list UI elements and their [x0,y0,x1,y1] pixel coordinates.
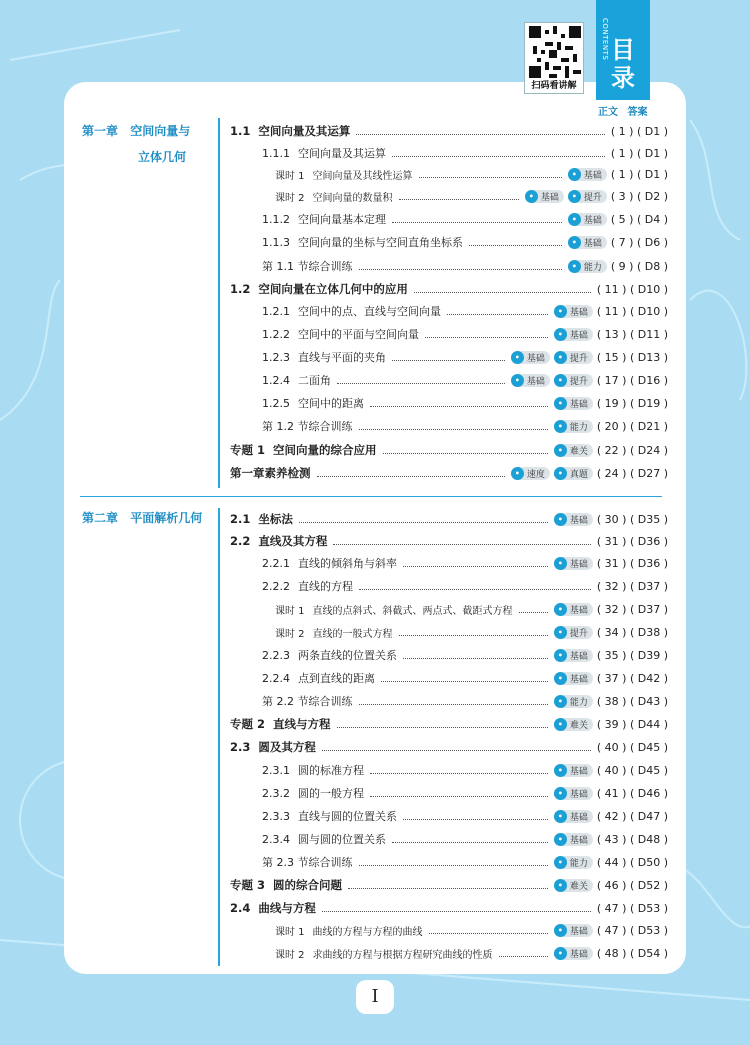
toc-row-number: 1.2.1 [262,304,290,318]
toc-row-label: 曲线与方程 [258,901,316,915]
toc-row[interactable] [230,463,668,483]
toc-row-label: 空间中的平面与空间向量 [298,328,419,341]
toc-row[interactable] [262,806,668,826]
badge-label: 基础 [583,215,602,226]
badge-label: 基础 [569,559,588,570]
chapter-2-number: 第二章 [82,511,119,525]
badge-icon: • [568,260,581,273]
page-references: ( 13 ) ( D11 ) [596,327,668,341]
toc-row-number: 1.2 [230,282,251,296]
level-badge [554,718,593,731]
level-badge [554,626,593,639]
badge-icon: • [568,236,581,249]
chapter-1-divider [218,118,220,488]
toc-row[interactable] [262,852,668,872]
page-references: ( 7 ) ( D6 ) [610,235,668,249]
toc-row-label: 第 1.1 节综合训练 [262,260,353,273]
column-header-main: 正文 [598,107,618,118]
badge-icon: • [554,649,567,662]
dot-leader [359,865,548,866]
tab-title: 目录 [611,35,635,92]
badge-icon: • [554,672,567,685]
toc-row[interactable] [262,668,668,688]
badge-label: 基础 [569,515,588,526]
badge-icon: • [554,444,567,457]
chapter-1-number: 第一章 [82,124,119,138]
toc-row[interactable] [230,121,668,141]
toc-row-number: 2.2.3 [262,648,290,662]
dot-leader [299,522,548,523]
level-badge [568,190,607,203]
toc-row-label: 圆的标准方程 [298,764,364,777]
page-references: ( 19 ) ( D19 ) [596,396,668,410]
level-badge [554,672,593,685]
toc-row[interactable] [262,232,668,252]
toc-row[interactable] [230,714,668,734]
column-headers [598,103,653,118]
badge-icon: • [554,328,567,341]
page-number: I [356,980,394,1014]
chapter-1-title [82,118,190,170]
page-references: ( 34 ) ( D38 ) [596,625,668,639]
toc-row[interactable] [262,370,668,390]
dot-leader [333,544,591,545]
page-references: ( 40 ) ( D45 ) [596,740,668,754]
toc-row-label: 空间向量及其线性运算 [312,170,413,182]
toc-row[interactable] [262,143,668,163]
toc-row-number: 2.2.1 [262,556,290,570]
page-references: ( 17 ) ( D16 ) [596,373,668,387]
badge-icon: • [568,168,581,181]
badge-label: 基础 [569,651,588,662]
badge-label: 基础 [569,605,588,616]
badge-icon: • [554,924,567,937]
level-badge [554,787,593,800]
level-badge [554,328,593,341]
toc-row-number: 1.1.1 [262,146,290,160]
page-references: ( 47 ) ( D53 ) [596,923,668,937]
toc-row[interactable] [230,737,668,757]
badge-label: 真题 [569,469,588,480]
toc-row[interactable] [230,440,668,460]
page-references: ( 11 ) ( D10 ) [596,304,668,318]
dot-leader [403,566,548,567]
level-badge [554,397,593,410]
badge-icon: • [554,856,567,869]
toc-row[interactable] [275,599,668,619]
badge-icon: • [554,879,567,892]
toc-row[interactable] [275,622,668,642]
toc-row-label: 直线的倾斜角与斜率 [298,557,397,570]
dot-leader [519,612,548,613]
toc-row-label: 曲线的方程与方程的曲线 [312,926,423,938]
page-references: ( 22 ) ( D24 ) [596,443,668,457]
toc-row-label: 求曲线的方程与根据方程研究曲线的性质 [312,949,493,961]
badge-icon: • [554,787,567,800]
toc-row[interactable] [262,553,668,573]
toc-row-number: 课时 1 [275,605,305,617]
dot-leader [322,750,591,751]
toc-row-label: 两条直线的位置关系 [298,649,397,662]
badge-icon: • [511,467,524,480]
badge-icon: • [568,213,581,226]
dot-leader [447,314,548,315]
toc-row-label: 第 2.3 节综合训练 [262,856,353,869]
page-references: ( 40 ) ( D45 ) [596,763,668,777]
toc-row-number: 2.3 [230,740,251,754]
badge-label: 能力 [569,697,588,708]
toc-row-label: 直线的方程 [298,580,353,593]
badge-label: 能力 [569,422,588,433]
level-badge [511,351,550,364]
toc-row-number: 2.3.3 [262,809,290,823]
toc-row-label: 直线与圆的位置关系 [298,810,397,823]
page-references: ( 11 ) ( D10 ) [596,282,668,296]
dot-leader [356,134,605,135]
level-badge [554,603,593,616]
qr-label: 扫码看讲解 [531,81,577,91]
dot-leader [381,681,548,682]
toc-row-label: 直线及其方程 [258,534,328,548]
level-badge [554,467,593,480]
page-references: ( 31 ) ( D36 ) [596,534,668,548]
level-badge [554,856,593,869]
toc-row-label: 坐标法 [258,512,293,526]
badge-label: 基础 [569,766,588,777]
toc-row-number: 1.1.2 [262,212,290,226]
dot-leader [425,337,548,338]
level-badge [554,557,593,570]
level-badge [554,305,593,318]
toc-row[interactable] [275,164,668,184]
badge-label: 基础 [569,330,588,341]
toc-row-number: 1.1 [230,124,251,138]
toc-row-number: 2.1 [230,512,251,526]
page-references: ( 5 ) ( D4 ) [610,212,668,226]
badge-label: 能力 [583,262,602,273]
chapter-2-divider [218,508,220,966]
toc-row[interactable] [262,691,668,711]
dot-leader [370,406,548,407]
toc-row-number: 课时 1 [275,170,305,182]
page-references: ( 41 ) ( D46 ) [596,786,668,800]
dot-leader [337,727,548,728]
toc-row[interactable] [230,875,668,895]
level-badge [554,810,593,823]
toc-row-number: 2.4 [230,901,251,915]
page-references: ( 39 ) ( D44 ) [596,717,668,731]
toc-row-label: 第一章素养检测 [230,466,311,480]
badge-label: 基础 [526,376,545,387]
level-badge [511,374,550,387]
badge-label: 基础 [583,170,602,181]
page-references: ( 1 ) ( D1 ) [610,167,668,181]
badge-label: 基础 [569,789,588,800]
toc-row[interactable] [262,301,668,321]
toc-row-label: 空间向量的综合应用 [273,443,377,457]
badge-icon: • [511,351,524,364]
dot-leader [414,292,591,293]
chapter-2-title [82,505,202,531]
toc-row-label: 二面角 [298,374,331,387]
toc-row-number: 1.1.3 [262,235,290,249]
badge-label: 基础 [569,307,588,318]
page-references: ( 37 ) ( D42 ) [596,671,668,685]
badge-label: 基础 [569,926,588,937]
contents-tab [596,0,650,100]
badge-label: 能力 [569,858,588,869]
badge-icon: • [554,764,567,777]
page-references: ( 9 ) ( D8 ) [610,259,668,273]
page-references: ( 46 ) ( D52 ) [596,878,668,892]
toc-row-label: 直线与平面的夹角 [298,351,386,364]
badge-label: 难关 [569,720,588,731]
toc-row-number: 专题 1 [230,443,266,457]
level-badge [554,513,593,526]
badge-icon: • [554,810,567,823]
toc-row-label: 直线的一般式方程 [312,628,393,640]
toc-row[interactable] [275,943,668,963]
badge-icon: • [554,718,567,731]
tab-english-title: CONTENTS [601,18,609,61]
badge-label: 基础 [540,192,559,203]
toc-row[interactable] [262,393,668,413]
badge-icon: • [554,833,567,846]
toc-row-number: 课时 1 [275,926,305,938]
toc-row-label: 第 2.2 节综合训练 [262,695,353,708]
toc-row[interactable] [230,531,668,551]
toc-row-label: 圆的综合问题 [273,878,343,892]
toc-row-label: 圆的一般方程 [298,787,364,800]
toc-row-number: 专题 2 [230,717,266,731]
badge-icon: • [554,305,567,318]
dot-leader [499,956,548,957]
level-badge [554,649,593,662]
level-badge [568,168,607,181]
level-badge [554,374,593,387]
dot-leader [399,199,519,200]
page-references: ( 1 ) ( D1 ) [610,124,668,138]
dot-leader [399,635,548,636]
page-references: ( 3 ) ( D2 ) [610,189,668,203]
badge-label: 提升 [569,376,588,387]
toc-row[interactable] [262,256,668,276]
dot-leader [317,476,505,477]
level-badge [568,260,607,273]
dot-leader [359,589,591,590]
level-badge [554,444,593,457]
level-badge [554,420,593,433]
column-header-answer: 答案 [627,107,648,118]
badge-icon: • [554,603,567,616]
toc-row-label: 第 1.2 节综合训练 [262,420,353,433]
badge-icon: • [554,557,567,570]
toc-row-number: 2.2 [230,534,251,548]
level-badge [554,764,593,777]
toc-row-label: 空间向量的数量积 [312,192,393,204]
toc-row-number: 1.2.5 [262,396,290,410]
badge-icon: • [554,420,567,433]
dot-leader [322,911,591,912]
toc-row-number: 课时 2 [275,192,305,204]
badge-label: 提升 [583,192,602,203]
page-references: ( 1 ) ( D1 ) [610,146,668,160]
dot-leader [370,773,548,774]
toc-row[interactable] [262,829,668,849]
level-badge [554,947,593,960]
dot-leader [392,360,505,361]
dot-leader [392,156,605,157]
badge-icon: • [511,374,524,387]
badge-label: 难关 [569,446,588,457]
toc-row[interactable] [262,209,668,229]
dot-leader [359,269,562,270]
badge-icon: • [554,695,567,708]
badge-icon: • [554,351,567,364]
level-badge [568,213,607,226]
dot-leader [337,383,505,384]
dot-leader [370,796,548,797]
level-badge [554,924,593,937]
dot-leader [429,933,548,934]
toc-row-label: 空间中的距离 [298,397,364,410]
toc-row[interactable] [262,347,668,367]
toc-row[interactable] [262,576,668,596]
page-references: ( 31 ) ( D36 ) [596,556,668,570]
level-badge [554,695,593,708]
page-references: ( 44 ) ( D50 ) [596,855,668,869]
toc-row-number: 课时 2 [275,949,305,961]
dot-leader [392,842,548,843]
toc-row[interactable] [262,760,668,780]
page-references: ( 20 ) ( D21 ) [596,419,668,433]
toc-row[interactable] [230,509,668,529]
chapter-1-name-part2: 立体几何 [138,150,187,164]
badge-label: 基础 [583,238,602,249]
toc-row-label: 直线与方程 [273,717,331,731]
page-references: ( 35 ) ( D39 ) [596,648,668,662]
badge-icon: • [554,513,567,526]
level-badge [554,351,593,364]
badge-icon: • [554,947,567,960]
qr-code[interactable] [524,22,584,94]
page-references: ( 32 ) ( D37 ) [596,579,668,593]
badge-label: 基础 [569,835,588,846]
page-references: ( 24 ) ( D27 ) [596,466,668,480]
badge-icon: • [554,397,567,410]
dot-leader [359,429,548,430]
qr-code-icon [529,26,581,78]
toc-row[interactable] [275,186,668,206]
badge-label: 基础 [569,399,588,410]
chapter-separator [80,496,662,497]
badge-label: 速度 [526,469,545,480]
level-badge [525,190,564,203]
toc-row-label: 空间向量及其运算 [298,147,386,160]
toc-row[interactable] [262,783,668,803]
toc-row-label: 空间向量的坐标与空间直角坐标系 [298,236,463,249]
badge-label: 基础 [569,812,588,823]
chapter-1-name-part1: 空间向量与 [130,124,191,138]
page-references: ( 30 ) ( D35 ) [596,512,668,526]
toc-row[interactable] [275,920,668,940]
dot-leader [359,704,548,705]
dot-leader [419,177,562,178]
toc-row-number: 2.3.4 [262,832,290,846]
toc-row-number: 1.2.4 [262,373,290,387]
toc-row-label: 点到直线的距离 [298,672,375,685]
toc-row-number: 1.2.3 [262,350,290,364]
dot-leader [392,222,562,223]
page-references: ( 38 ) ( D43 ) [596,694,668,708]
badge-label: 提升 [569,353,588,364]
toc-row-number: 2.3.2 [262,786,290,800]
toc-row-number: 2.2.2 [262,579,290,593]
level-badge [554,879,593,892]
toc-row[interactable] [230,898,668,918]
badge-label: 基础 [526,353,545,364]
toc-row-number: 2.3.1 [262,763,290,777]
toc-row[interactable] [262,324,668,344]
toc-row-label: 空间向量基本定理 [298,213,386,226]
chapter-2-name: 平面解析几何 [130,511,203,525]
toc-row-label: 圆与圆的位置关系 [298,833,386,846]
dot-leader [403,819,548,820]
page-references: ( 48 ) ( D54 ) [596,946,668,960]
page-references: ( 42 ) ( D47 ) [596,809,668,823]
toc-row-label: 空间向量在立体几何中的应用 [258,282,408,296]
toc-row-number: 2.2.4 [262,671,290,685]
dot-leader [469,245,562,246]
badge-icon: • [554,374,567,387]
dot-leader [348,888,548,889]
toc-row[interactable] [262,645,668,665]
badge-label: 基础 [569,949,588,960]
toc-row-number: 1.2.2 [262,327,290,341]
toc-row-label: 圆及其方程 [258,740,316,754]
toc-row-number: 专题 3 [230,878,266,892]
toc-row-label: 直线的点斜式、斜截式、两点式、截距式方程 [312,605,513,617]
page-references: ( 32 ) ( D37 ) [596,602,668,616]
badge-label: 基础 [569,674,588,685]
dot-leader [403,658,548,659]
badge-icon: • [554,467,567,480]
level-badge [511,467,550,480]
dot-leader [383,453,548,454]
toc-row-label: 空间向量及其运算 [258,124,351,138]
badge-icon: • [568,190,581,203]
badge-label: 难关 [569,881,588,892]
badge-label: 提升 [569,628,588,639]
page-references: ( 43 ) ( D48 ) [596,832,668,846]
toc-row[interactable] [230,279,668,299]
page-references: ( 47 ) ( D53 ) [596,901,668,915]
badge-icon: • [525,190,538,203]
toc-row-number: 课时 2 [275,628,305,640]
page-references: ( 15 ) ( D13 ) [596,350,668,364]
level-badge [554,833,593,846]
toc-row-label: 空间中的点、直线与空间向量 [298,305,441,318]
toc-row[interactable] [262,416,668,436]
level-badge [568,236,607,249]
badge-icon: • [554,626,567,639]
